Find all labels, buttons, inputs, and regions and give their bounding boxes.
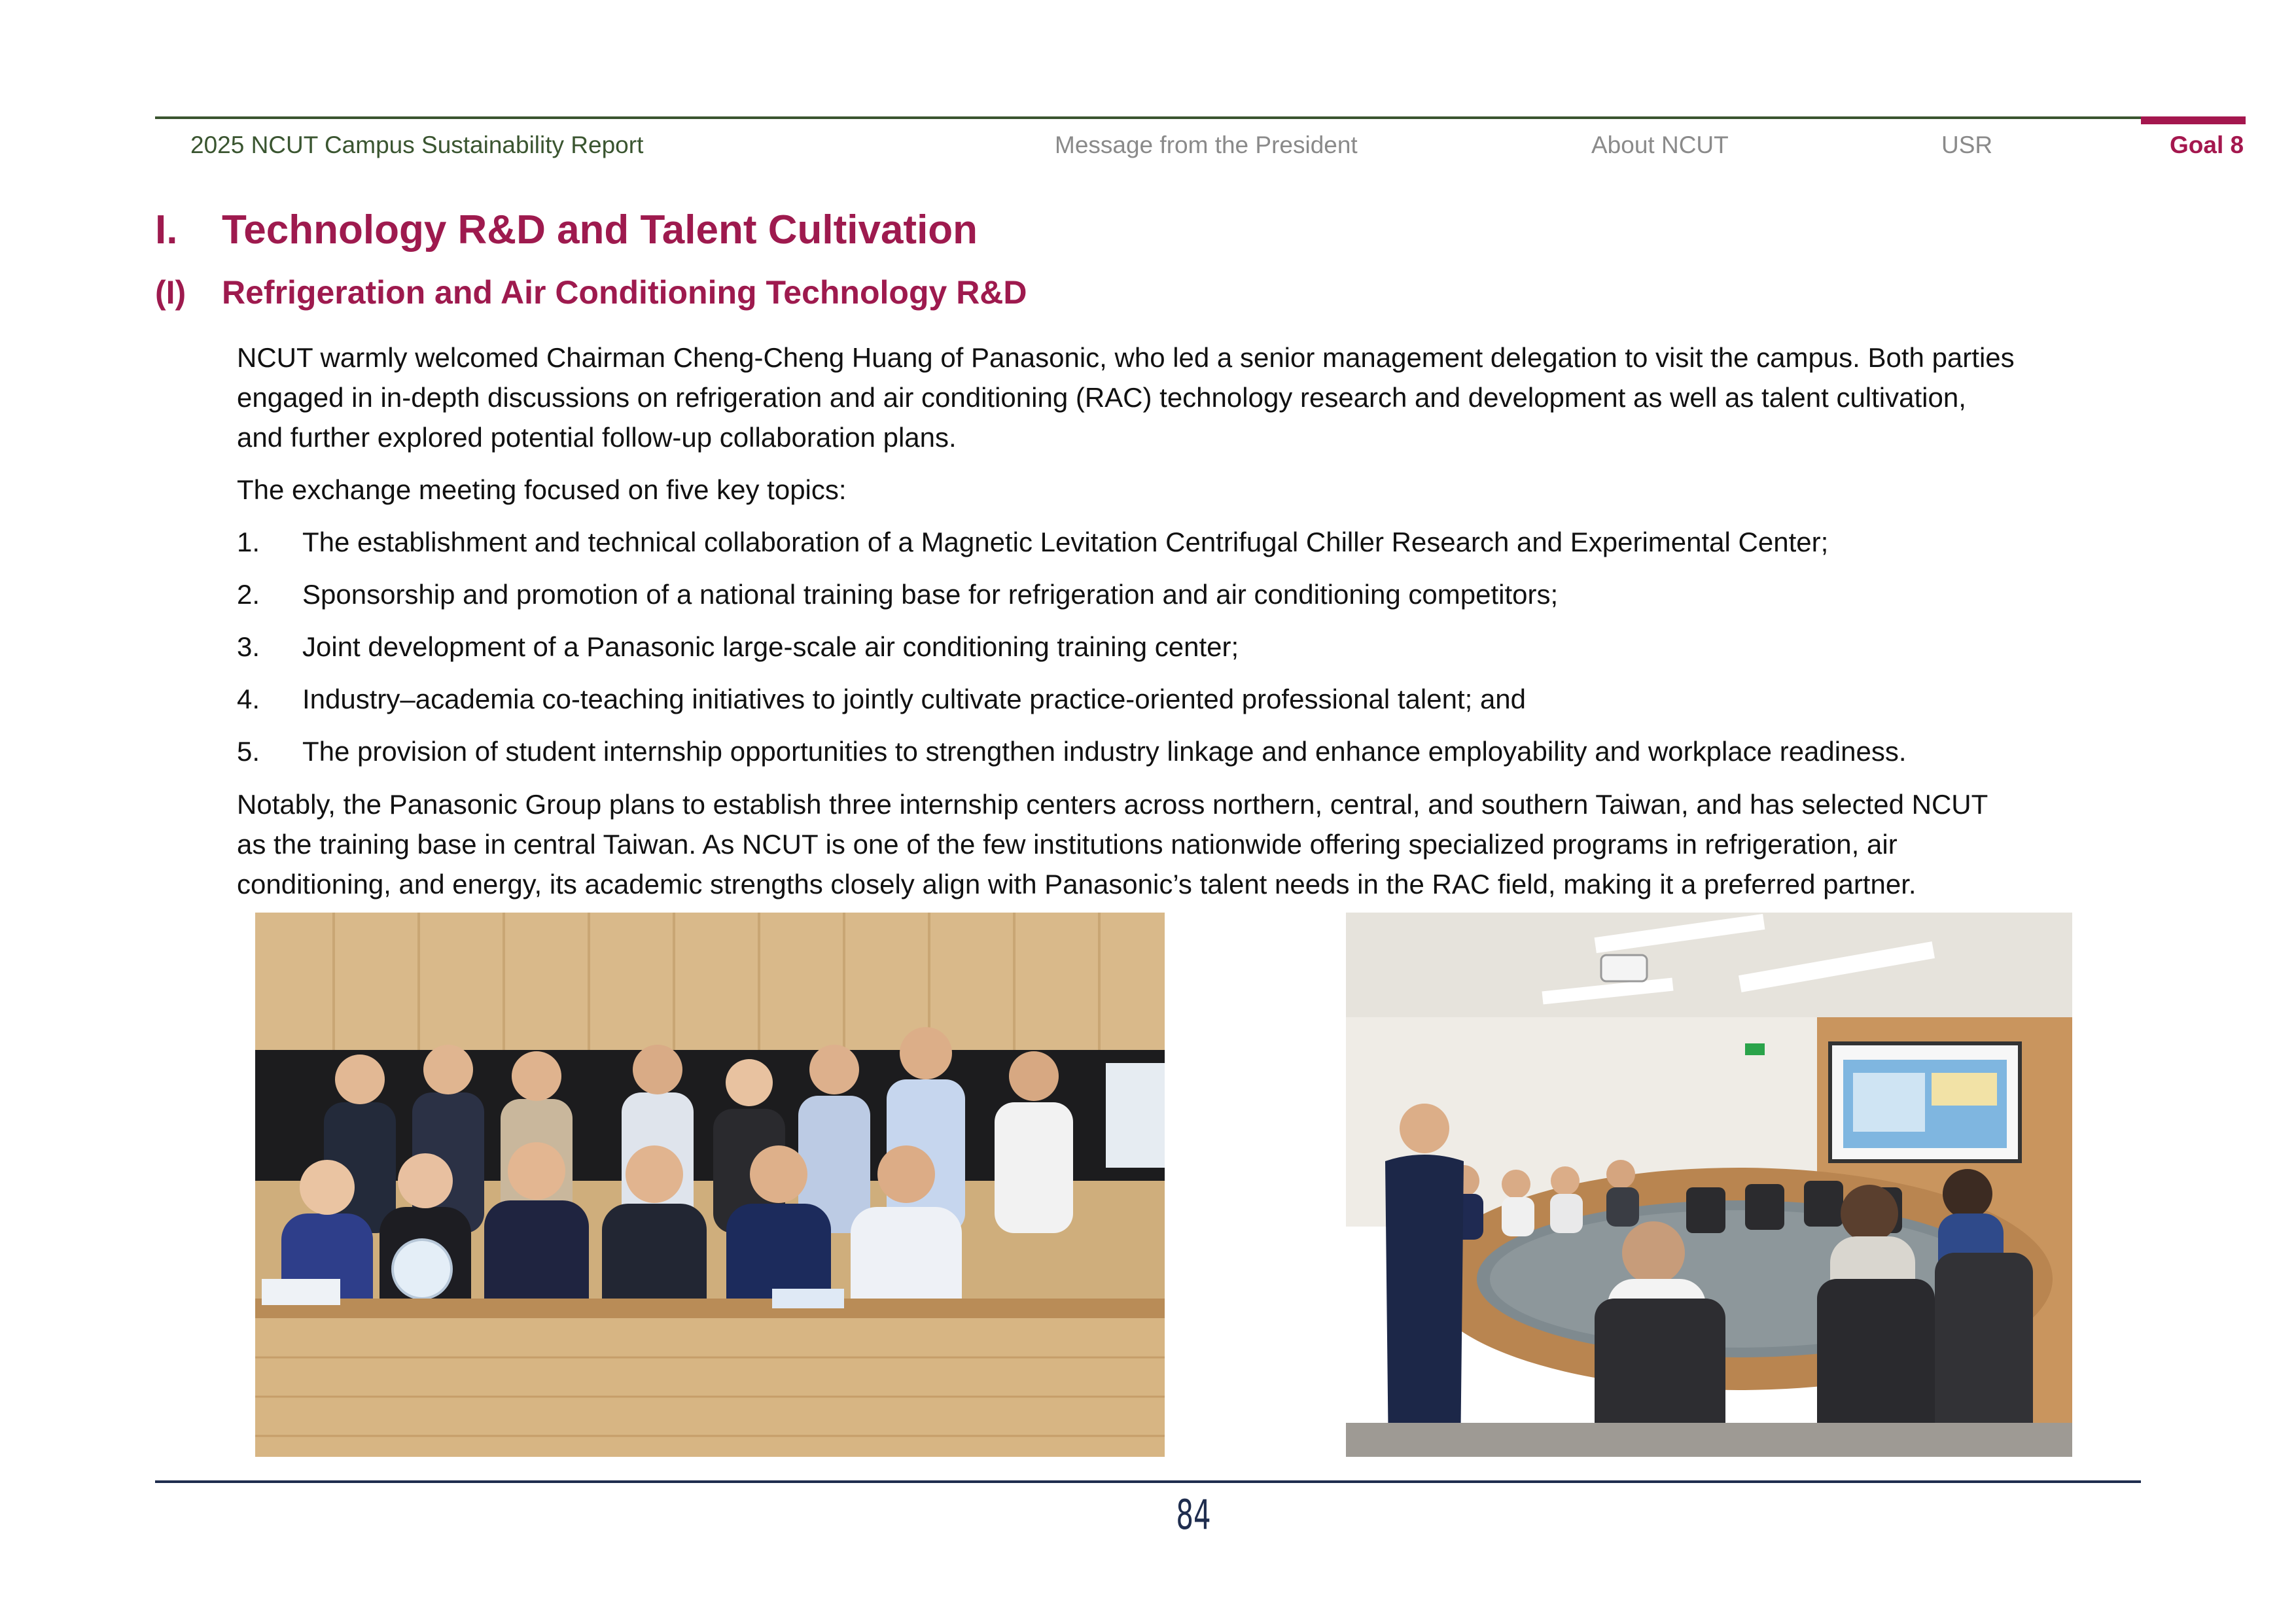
list-item-text: Joint development of a Panasonic large-scale air conditioning training center; — [302, 631, 1239, 662]
intro-paragraph — [237, 338, 2134, 457]
list-item-text: The establishment and technical collaboration of a Magnetic Levitation Centrifugal Chiller Research and Experimental Center; — [302, 527, 1829, 557]
subsection-title: Refrigeration and Air Conditioning Technology R&D — [222, 274, 1027, 311]
intro-line: and further explored potential follow-up collaboration plans. — [237, 422, 957, 453]
internship-line: Notably, the Panasonic Group plans to establish three internship centers across northern, central, and southern Taiwan, and has selected NCUT — [237, 789, 1988, 820]
intro-line: NCUT warmly welcomed Chairman Cheng-Cheng Huang of Panasonic, who led a senior management delegation to visit the campus. Both parties — [237, 342, 2015, 373]
list-item — [237, 574, 2154, 614]
list-item — [237, 679, 2154, 719]
list-item-text: The provision of student internship opportunities to strengthen industry linkage and enhance employability and workplace readiness. — [302, 736, 1907, 767]
list-item-number: 1. — [237, 527, 260, 557]
internship-paragraph — [237, 784, 2134, 904]
nav-goal-8-active[interactable]: Goal 8 — [2170, 131, 2244, 158]
nav-about-ncut[interactable]: About NCUT — [1591, 131, 1729, 158]
list-item — [237, 731, 2154, 771]
list-item-number: 5. — [237, 736, 260, 767]
list-item — [237, 522, 2154, 562]
footer-rule — [155, 1480, 2141, 1483]
report-title: 2025 NCUT Campus Sustainability Report — [190, 131, 644, 158]
list-item-text: Sponsorship and promotion of a national training base for refrigeration and air conditioning competitors; — [302, 579, 1559, 610]
list-item — [237, 627, 2154, 667]
intro-line: engaged in in-depth discussions on refrigeration and air conditioning (RAC) technology research and development as well as talent cultivation, — [237, 382, 1966, 413]
list-item-number: 2. — [237, 579, 260, 610]
meeting-photo — [1346, 913, 2072, 1457]
topics-intro: The exchange meeting focused on five key topics: — [237, 474, 847, 505]
subsection-number: (I) — [155, 274, 186, 311]
page-number: 84 — [1176, 1491, 1211, 1539]
group-photo — [255, 913, 1165, 1457]
nav-message-from-president[interactable]: Message from the President — [1055, 131, 1358, 158]
header-active-marker — [2141, 116, 2246, 124]
list-item-number: 3. — [237, 631, 260, 662]
section-number: I. — [155, 207, 178, 253]
internship-line: as the training base in central Taiwan. As NCUT is one of the few institutions nationwide offering specialized programs in refrigeration, air — [237, 829, 1898, 860]
section-title: Technology R&D and Talent Cultivation — [222, 207, 978, 253]
list-item-text: Industry–academia co-teaching initiatives to jointly cultivate practice-oriented professional talent; and — [302, 684, 1527, 714]
header-rule — [155, 116, 2141, 119]
list-item-number: 4. — [237, 684, 260, 714]
nav-usr[interactable]: USR — [1941, 131, 1993, 158]
internship-line: conditioning, and energy, its academic strengths closely align with Panasonic’s talent needs in the RAC field, making it a preferred partner. — [237, 869, 1916, 899]
